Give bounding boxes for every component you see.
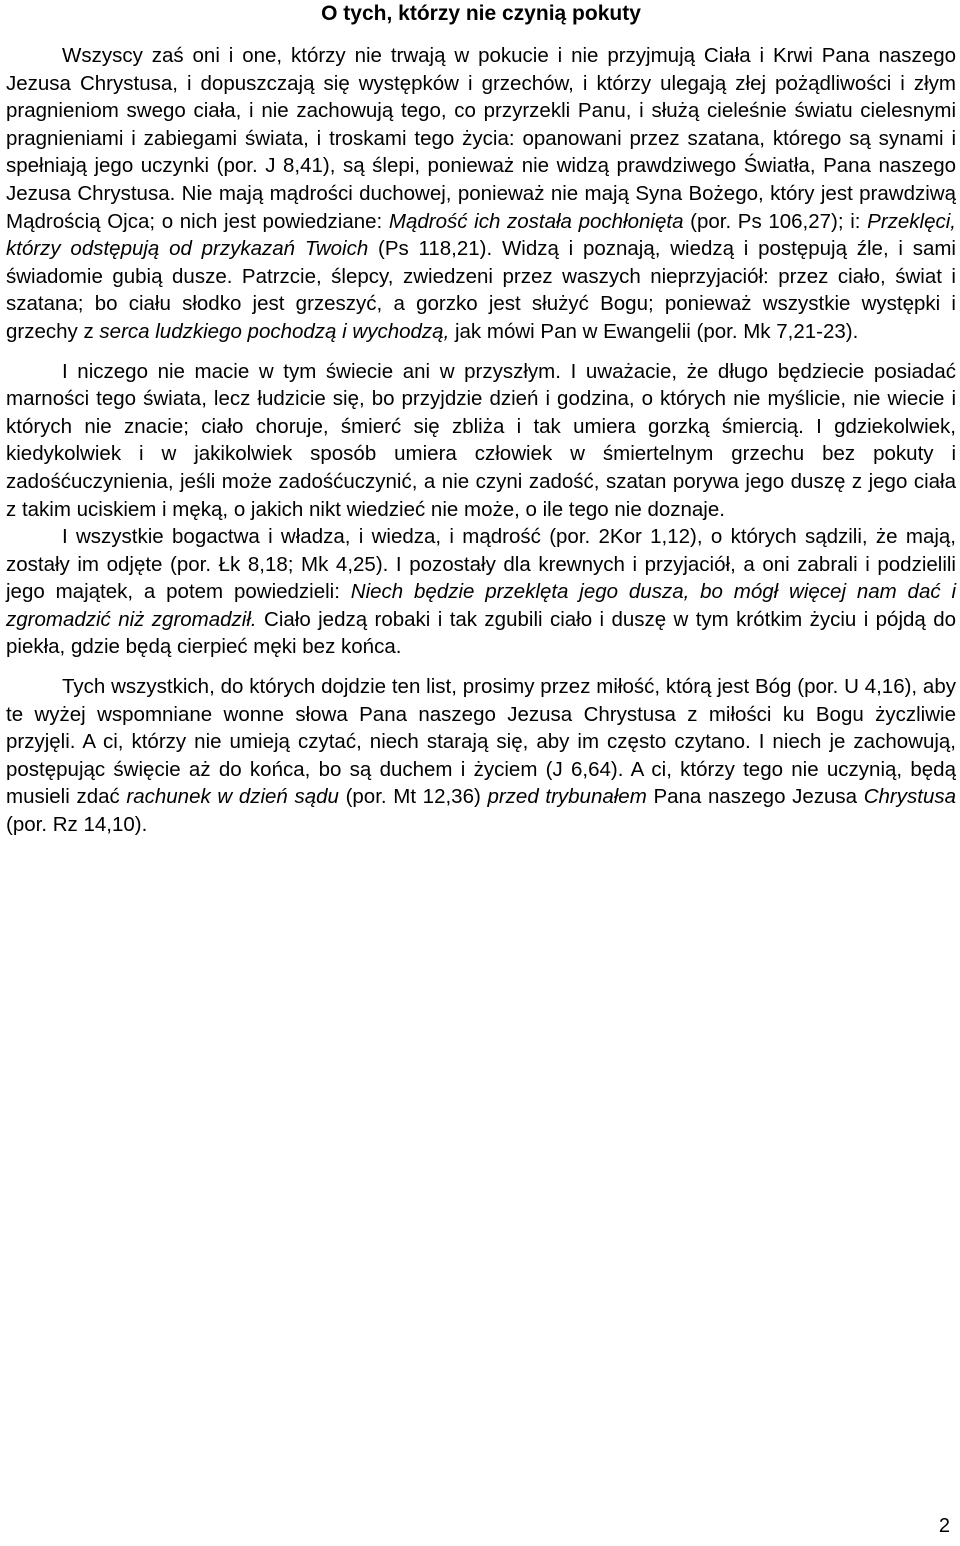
paragraph-3-segment: Ciało jedzą robaki i tak zgubili ciało i duszę w tym krótkim życiu i pójdą do piekła, gdzie będą cierpieć męki bez końca. [6,607,956,659]
paragraph-2 [6,358,956,524]
paragraph-4-segment-italic: Chrystusa [863,785,956,809]
paragraph-4-segment: (por. Rz 14,10). [6,813,148,837]
page-number: 2 [938,1515,950,1537]
paragraph-4-segment: (por. Mt 12,36) [338,785,488,809]
document-body [6,42,956,839]
paragraph-4-segment-italic: przed trybunałem [487,785,647,809]
paragraph-3-segment-italic: Niech będzie przeklęta jego dusza, bo mógł więcej nam dać i zgromadzić niż zgromadził. [6,580,956,631]
document-page [6,0,956,1546]
paragraph-1-segment: Wszyscy zaś oni i one, którzy nie trwają w pokucie i nie przyjmują Ciała i Krwi Pana naszego Jezusa Chrystusa, i dopuszczają się występków i grzechów, i którzy ulegają złej pożądliwości i złym pragnieniom swego ciała, i nie zachowują tego, co przyrzekli Panu, i służą cieleśnie światu cielesnymi pragnieniami i zabiegami świata, i troskami tego życia: opanowani przez szatana, którego są synami i spełniają jego uczynki (por. J 8,41), są ślepi, ponieważ nie widzą prawdziwego Światła, Pana naszego Jezusa Chrystusa. Nie mają mądrości duchowej, ponieważ nie mają Syna Bożego, który jest prawdziwą Mądrością Ojca; o nich jest powiedziane: [6,44,956,233]
page-title: O tych, którzy nie czynią pokuty [321,2,641,25]
paragraph-1-segment: (Ps 118,21). Widzą i poznają, wiedzą i postępują źle, i sami świadomie gubią dusze. Patrzcie, ślepcy, zwiedzeni przez waszych nieprzyjaciół: przez ciało, świat i szatana; bo ciału słodko jest grzeszyć, a gorzko jest służyć Bogu; ponieważ wszystkie występki i grzechy z [6,237,956,343]
paragraph-4-segment: Tych wszystkich, do których dojdzie ten list, prosimy przez miłość, którą jest Bóg (por. U 4,16), aby te wyżej wspomniane wonne słowa Pana naszego Jezusa Chrystusa z miłości ku Bogu życzliwie przyjęli. A ci, którzy nie umieją czytać, niech starają się, aby im często czytano. I niech je zachowują, postępując święcie aż do końca, bo są duchem i życiem (J 6,64). A ci, którzy tego nie uczynią, będą musieli zdać [6,675,956,809]
paragraph-1 [6,42,956,346]
paragraph-3-segment: I wszystkie bogactwa i władza, i wiedza, i mądrość (por. 2Kor 1,12), o których sądzili, że mają, zostały im odjęte (por. Łk 8,18; Mk 4,25). I pozostały dla krewnych i przyjaciół, a oni zabrali i podzielili jego majątek, a potem powiedzieli: [6,525,956,604]
paragraph-1-segment-italic: Przeklęci, którzy odstępują od przykazań Twoich [6,209,956,261]
paragraph-3 [6,523,956,661]
paragraph-4 [6,673,956,839]
paragraph-2-segment: I niczego nie macie w tym świecie ani w przyszłym. I uważacie, że długo będziecie posiadać marności tego świata, lecz łudzicie się, bo przyjdzie dzień i godzina, o których nie myślicie, nie wiecie i których nie znacie; ciało choruje, śmierć się zbliża i tak umiera gorzką śmiercią. I gdziekolwiek, kiedykolwiek i w jakikolwiek sposób umiera człowiek w śmiertelnym grzechu bez pokuty i zadośćuczynienia, jeśli może zadośćuczynić, a nie czyni zadość, szatan porywa jego duszę z jego ciała z takim uciskiem i męką, o jakich nikt wiedzieć nie może, o ile tego nie doznaje. [6,359,956,521]
paragraph-4-segment: Pana naszego Jezusa [646,785,864,809]
paragraph-1-segment: jak mówi Pan w Ewangelii (por. Mk 7,21-23). [449,319,859,343]
paragraph-1-segment-italic: Mądrość ich została pochłonięta [388,209,684,233]
paragraph-4-segment-italic: rachunek w dzień sądu [126,785,339,809]
paragraph-1-segment-italic: serca ludzkiego pochodzą i wychodzą, [99,319,450,343]
paragraph-1-segment: (por. Ps 106,27); i: [683,209,868,233]
